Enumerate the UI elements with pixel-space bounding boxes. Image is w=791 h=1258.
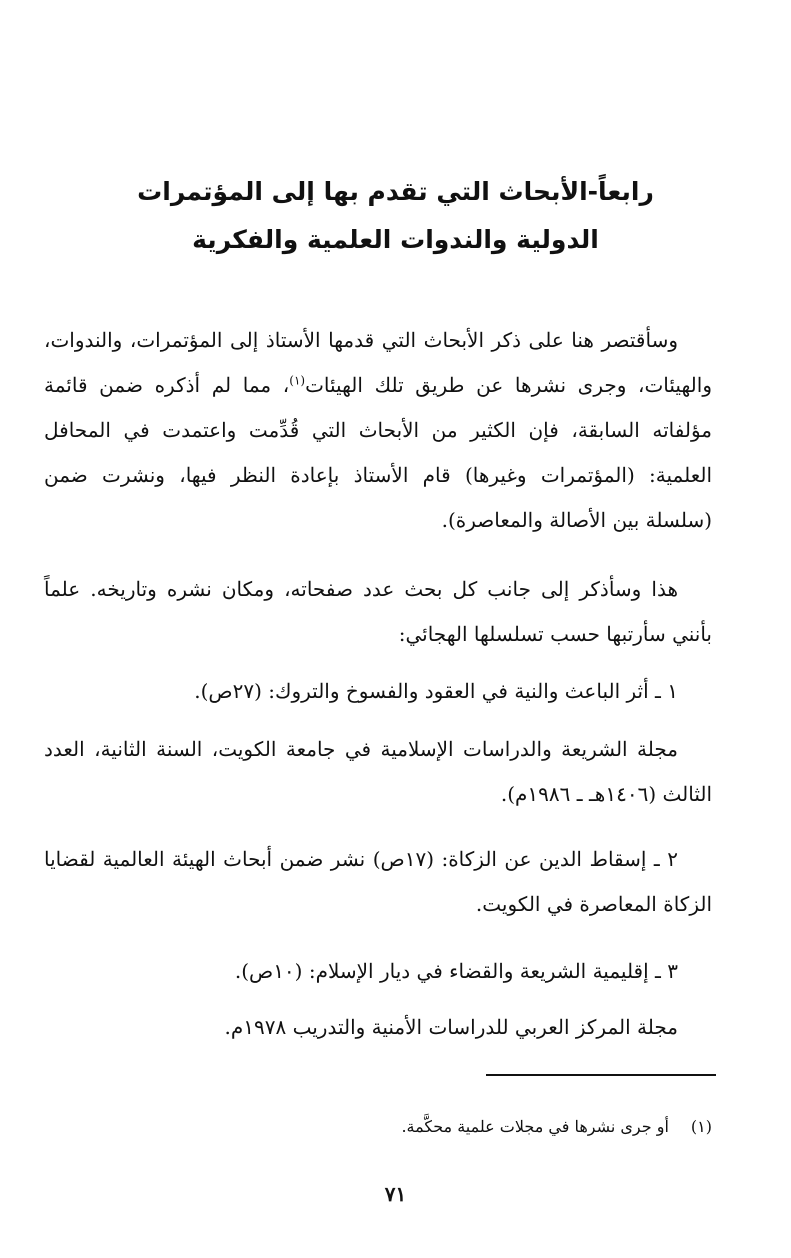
intro-text-continued: ، مما لم أذكره ضمن قائمة مؤلفاته السابقة، فإن الكثير من الأبحاث التي قُدِّمت واعتمدت في المحافل العلمية: (المؤتمرات وغيرها) قام الأستاذ بإعادة النظر فيها، ونشرت ضمن (سلسلة بين الأصالة والمعاصرة).	[44, 373, 712, 532]
footnote-divider	[486, 1074, 716, 1076]
list-item-details	[44, 1005, 712, 1050]
item-3-details: مجلة المركز العربي للدراسات الأمنية والتدريب ١٩٧٨م.	[224, 1015, 678, 1039]
item-2-title: ٢ ـ إسقاط الدين عن الزكاة: (١٧ص) نشر ضمن أبحاث الهيئة العالمية لقضايا الزكاة المعاصرة في الكويت.	[44, 847, 712, 916]
section-heading	[120, 168, 671, 264]
list-item	[44, 837, 712, 927]
method-text: هذا وسأذكر إلى جانب كل بحث عدد صفحاته، ومكان نشره وتاريخه. علماً بأنني سأرتبها حسب تسلسلها الهجائي:	[44, 577, 712, 646]
footnote-number: (١)	[690, 1117, 712, 1136]
item-1-title: ١ ـ أثر الباعث والنية في العقود والفسوخ والتروك: (٢٧ص).	[194, 679, 678, 703]
intro-paragraph	[44, 318, 712, 543]
page-number: ٧١	[384, 1182, 407, 1206]
footnote-text: أو جرى نشرها في مجلات علمية محكَّمة.	[401, 1117, 669, 1136]
list-item-details	[44, 727, 712, 817]
list-item	[44, 949, 712, 994]
intro-text: وسأقتصر هنا على ذكر الأبحاث التي قدمها الأستاذ إلى المؤتمرات، والندوات، والهيئات، وجرى نشرها عن طريق تلك الهيئات	[44, 328, 712, 397]
method-paragraph	[44, 567, 712, 657]
section-heading-line-1: رابعاً-الأبحاث التي تقدم بها إلى المؤتمرات	[137, 177, 654, 206]
item-1-details: مجلة الشريعة والدراسات الإسلامية في جامعة الكويت، السنة الثانية، العدد الثالث (١٤٠٦هـ ـ ١٩٨٦م).	[44, 737, 712, 806]
item-3-title: ٣ ـ إقليمية الشريعة والقضاء في ديار الإسلام: (١٠ص).	[234, 959, 678, 983]
footnote	[44, 1112, 712, 1142]
footnote-reference: (١)	[289, 373, 306, 388]
list-item	[44, 669, 712, 714]
section-heading-line-2: الدولية والندوات العلمية والفكرية	[192, 225, 599, 254]
